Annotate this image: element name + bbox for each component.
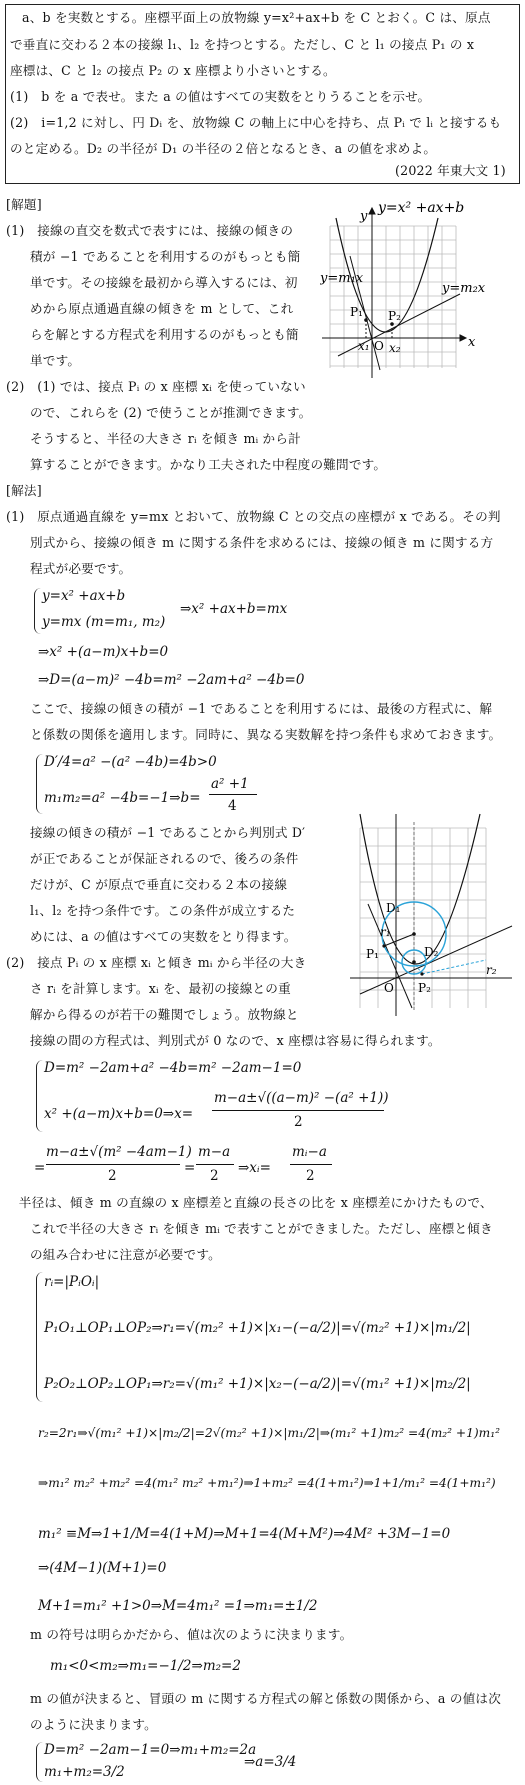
- fraction-bar: [209, 794, 257, 795]
- fraction-bar: [290, 1164, 332, 1165]
- fraction-denominator: 2: [108, 1168, 117, 1184]
- equation: M+1=m₁² +1>0⇒M=4m₁² =1⇒m₁=±1/2: [38, 1598, 318, 1614]
- equation: x² +(a−m)x+b=0⇒x=: [44, 1106, 194, 1122]
- kaiho-s7-line: のように決まります。: [30, 1717, 157, 1732]
- kaiho-s2-line: ここで、接線の傾きの積が −1 であることを利用するには、最後の方程式に、解: [30, 701, 493, 716]
- x1-label: x₁: [358, 339, 370, 353]
- origin-label: O: [384, 981, 394, 995]
- equation: ⇒a=3/4: [244, 1754, 297, 1770]
- point-p1-label: P₁: [366, 947, 379, 961]
- kaiho-s1-line: 程式が必要です。: [30, 561, 132, 576]
- equation: m₁m₂=a² −4b=−1⇒b=: [44, 790, 201, 806]
- kaiho-heading: [解法]: [6, 483, 42, 498]
- y-axis-label: y: [360, 209, 368, 224]
- equation: y=mx (m=m₁, m₂): [42, 614, 166, 630]
- equation: ⇒x² +(a−m)x+b=0: [38, 644, 169, 660]
- equation: r₂=2r₁⇒√(m₁² +1)×|m₂/2|=2√(m₂² +1)×|m₁/2|⇒(m₁² +1)m₂² =4(m₂² +1)m₁²: [38, 1426, 500, 1440]
- fraction-bar: [46, 1164, 180, 1165]
- equation-brace: [36, 1060, 43, 1132]
- problem-line-4: (1) b を a で表せ。また a の値はすべての実数をとりうることを示せ。: [10, 89, 431, 104]
- kaidai-heading: [解題]: [6, 197, 42, 212]
- equation: P₁O₁⊥OP₁⊥OP₂⇒r₁=√(m₂² +1)×|x₁−(−a/2)|=√(m₂² +1)×|m₁/2|: [44, 1320, 471, 1336]
- fraction-bar: [212, 1110, 384, 1111]
- equation: P₂O₂⊥OP₂⊥OP₁⇒r₂=√(m₁² +1)×|x₂−(−a/2)|=√(m₁² +1)×|m₂/2|: [44, 1376, 471, 1392]
- fraction-bar: [196, 1164, 234, 1165]
- kaiho-s2-line: と係数の関係を適用します。同時に、異なる実数解を持つ条件も求めておきます。: [30, 727, 502, 742]
- kaidai-p2-line: (2) (1) では、接点 Pᵢ の x 座標 xᵢ を使っていない: [6, 379, 306, 394]
- kaiho-s7-line: m の値が決まると、冒頭の m に関する方程式の解と係数の関係から、a の値は次: [30, 1691, 501, 1706]
- equation: D=m² −2am+a² −4b=m² −2am−1=0: [44, 1060, 302, 1076]
- kaiho-s1-line: (1) 原点通過直線を y=mx とおいて、放物線 C との交点の座標が x である。その判: [6, 509, 501, 524]
- kaidai-p1-line: 単です。その接線を最初から導入するには、初: [30, 275, 298, 290]
- fraction-denominator: 2: [294, 1114, 303, 1130]
- fraction-numerator: a² +1: [211, 776, 249, 792]
- fraction-denominator: 2: [210, 1168, 219, 1184]
- equation: D′/4=a² −(a² −4b)=4b>0: [44, 754, 217, 770]
- problem-line-3: 座標は、C と l₂ の接点 P₂ の x 座標より小さいとする。: [10, 63, 336, 78]
- kaidai-p2-line: ので、これらを (2) で使うことが推測できます。: [30, 405, 312, 420]
- kaiho-s4-line: 接線の間の方程式は、判別式が 0 なので、x 座標は容易に得られます。: [30, 1033, 441, 1048]
- problem-source: (2022 年東大文 1): [395, 163, 506, 178]
- equation: D=m² −2am−1=0⇒m₁+m₂=2a: [44, 1742, 257, 1758]
- kaiho-s3-line: だけが、C が原点で垂直に交わる２本の接線: [30, 877, 288, 892]
- point-p2-label: P₂: [388, 309, 401, 323]
- circle-d2-label: D₂: [424, 945, 439, 959]
- equation: ⇒(4M−1)(M+1)=0: [38, 1560, 167, 1576]
- radius-r2-label: r₂: [486, 963, 497, 977]
- kaiho-s5-line: 半径は、傾き m の直線の x 座標差と直線の長さの比を x 座標差にかけたもので、: [6, 1195, 493, 1210]
- fraction-denominator: 4: [228, 798, 237, 814]
- radius-r1-label: r₁: [380, 925, 391, 939]
- kaidai-p1-line: (1) 接線の直交を数式で表すには、接線の傾きの: [6, 223, 294, 238]
- kaidai-p1-line: 積が −1 であることを利用するのがもっとも簡: [30, 249, 301, 264]
- kaiho-s4-line: (2) 接点 Pᵢ の x 座標 xᵢ と傾き mᵢ から半径の大き: [6, 955, 307, 970]
- fraction-numerator: m−a±√((a−m)² −(a² +1)): [214, 1090, 389, 1106]
- origin-label: O: [374, 339, 384, 353]
- fraction-numerator: mᵢ−a: [292, 1144, 327, 1160]
- equation-brace: [36, 1272, 43, 1402]
- equation: ⇒m₁² m₂² +m₂² =4(m₁² m₂² +m₁²)⇒1+m₂² =4(1+m₁²)⇒1+1/m₁² =4(1+m₁²): [38, 1476, 496, 1490]
- equation: =: [34, 1160, 46, 1176]
- kaiho-s3-line: めには、a の値はすべての実数をとり得ます。: [30, 929, 297, 944]
- equation: m₁+m₂=3/2: [44, 1764, 125, 1780]
- equation: y=x² +ax+b: [42, 588, 126, 604]
- point-p2-label: P₂: [418, 981, 431, 995]
- equation: ⇒x² +ax+b=mx: [180, 601, 288, 617]
- problem-line-1: a、b を実数とする。座標平面上の放物線 y=x²+ax+b を C とおく。C は、原点: [22, 10, 491, 25]
- fraction-denominator: 2: [306, 1168, 315, 1184]
- equation-brace: [36, 754, 43, 814]
- problem-line-2: で垂直に交わる２本の接線 l₁、l₂ を持つとする。ただし、C と l₁ の接点 P₁ の x: [10, 37, 475, 52]
- equation: =: [184, 1160, 196, 1176]
- kaidai-p1-line: めから原点通過直線の傾きを m として、これ: [30, 301, 294, 316]
- kaiho-s1-line: 別式から、接線の傾き m に関する条件を求めるには、接線の傾き m に関する方: [30, 535, 494, 550]
- fraction-numerator: m−a±√(m² −4am−1): [46, 1144, 192, 1160]
- kaiho-s5-line: これで半径の大きさ rᵢ を傾き mᵢ で表すことができました。ただし、座標と傾き: [30, 1221, 493, 1236]
- kaidai-p1-line: らを解とする方程式を利用するのがもっとも簡: [30, 327, 299, 342]
- parabola-tangent-figure: [320, 196, 520, 424]
- circle-d1-label: D₁: [386, 901, 401, 915]
- equation: ⇒xᵢ=: [238, 1160, 271, 1176]
- kaidai-p2-line: 算することができます。かなり工夫された中程度の難問です。: [30, 457, 387, 472]
- equation-brace: [36, 1742, 43, 1782]
- kaiho-s5-line: の組み合わせに注意が必要です。: [30, 1247, 221, 1262]
- kaidai-p1-line: 単です。: [30, 353, 81, 368]
- kaiho-s3-line: l₁、l₂ を持つ条件です。この条件が成立するた: [30, 903, 296, 918]
- tangent-l1-label: y=m₁x: [320, 271, 364, 286]
- kaiho-s3-line: 接線の傾きの積が −1 であることから判別式 D′: [30, 825, 306, 840]
- x-axis-label: x: [468, 335, 476, 350]
- kaiho-s6-line: m の符号は明らかだから、値は次のように決まります。: [30, 1627, 353, 1642]
- point-p1-label: P₁: [350, 305, 363, 319]
- kaiho-s4-line: 解から得るのが若干の難関でしょう。放物線と: [30, 1007, 299, 1022]
- problem-line-6: のと定める。D₂ の半径が D₁ の半径の２倍となるとき、a の値を求めよ。: [10, 141, 437, 156]
- fraction-numerator: m−a: [198, 1144, 231, 1160]
- equation-brace: [34, 588, 41, 634]
- equation: m₁<0<m₂⇒m₁=−1/2⇒m₂=2: [50, 1658, 241, 1674]
- circle-tangent-figure: [346, 808, 520, 1022]
- x2-label: x₂: [389, 341, 401, 355]
- equation: m₁² ≡M⇒1+1/M=4(1+M)⇒M+1=4(M+M²)⇒4M² +3M−1=0: [38, 1526, 451, 1542]
- kaiho-s3-line: が正であることが保証されるので、後ろの条件: [30, 851, 299, 866]
- kaidai-p2-line: そうすると、半径の大きさ rᵢ を傾き mᵢ から計: [30, 431, 301, 446]
- equation: ⇒D=(a−m)² −4b=m² −2am+a² −4b=0: [38, 672, 305, 688]
- kaiho-s4-line: さ rᵢ を計算します。xᵢ を、最初の接線との重: [30, 981, 291, 996]
- parabola-label: y=x² +ax+b: [378, 200, 465, 216]
- tangent-l2-label: y=m₂x: [442, 281, 486, 296]
- equation: rᵢ=|PᵢOᵢ|: [44, 1274, 100, 1290]
- problem-line-5: (2) i=1,2 に対し、円 Dᵢ を、放物線 C の軸上に中心を持ち、点 Pᵢ で lᵢ と接するも: [10, 115, 502, 130]
